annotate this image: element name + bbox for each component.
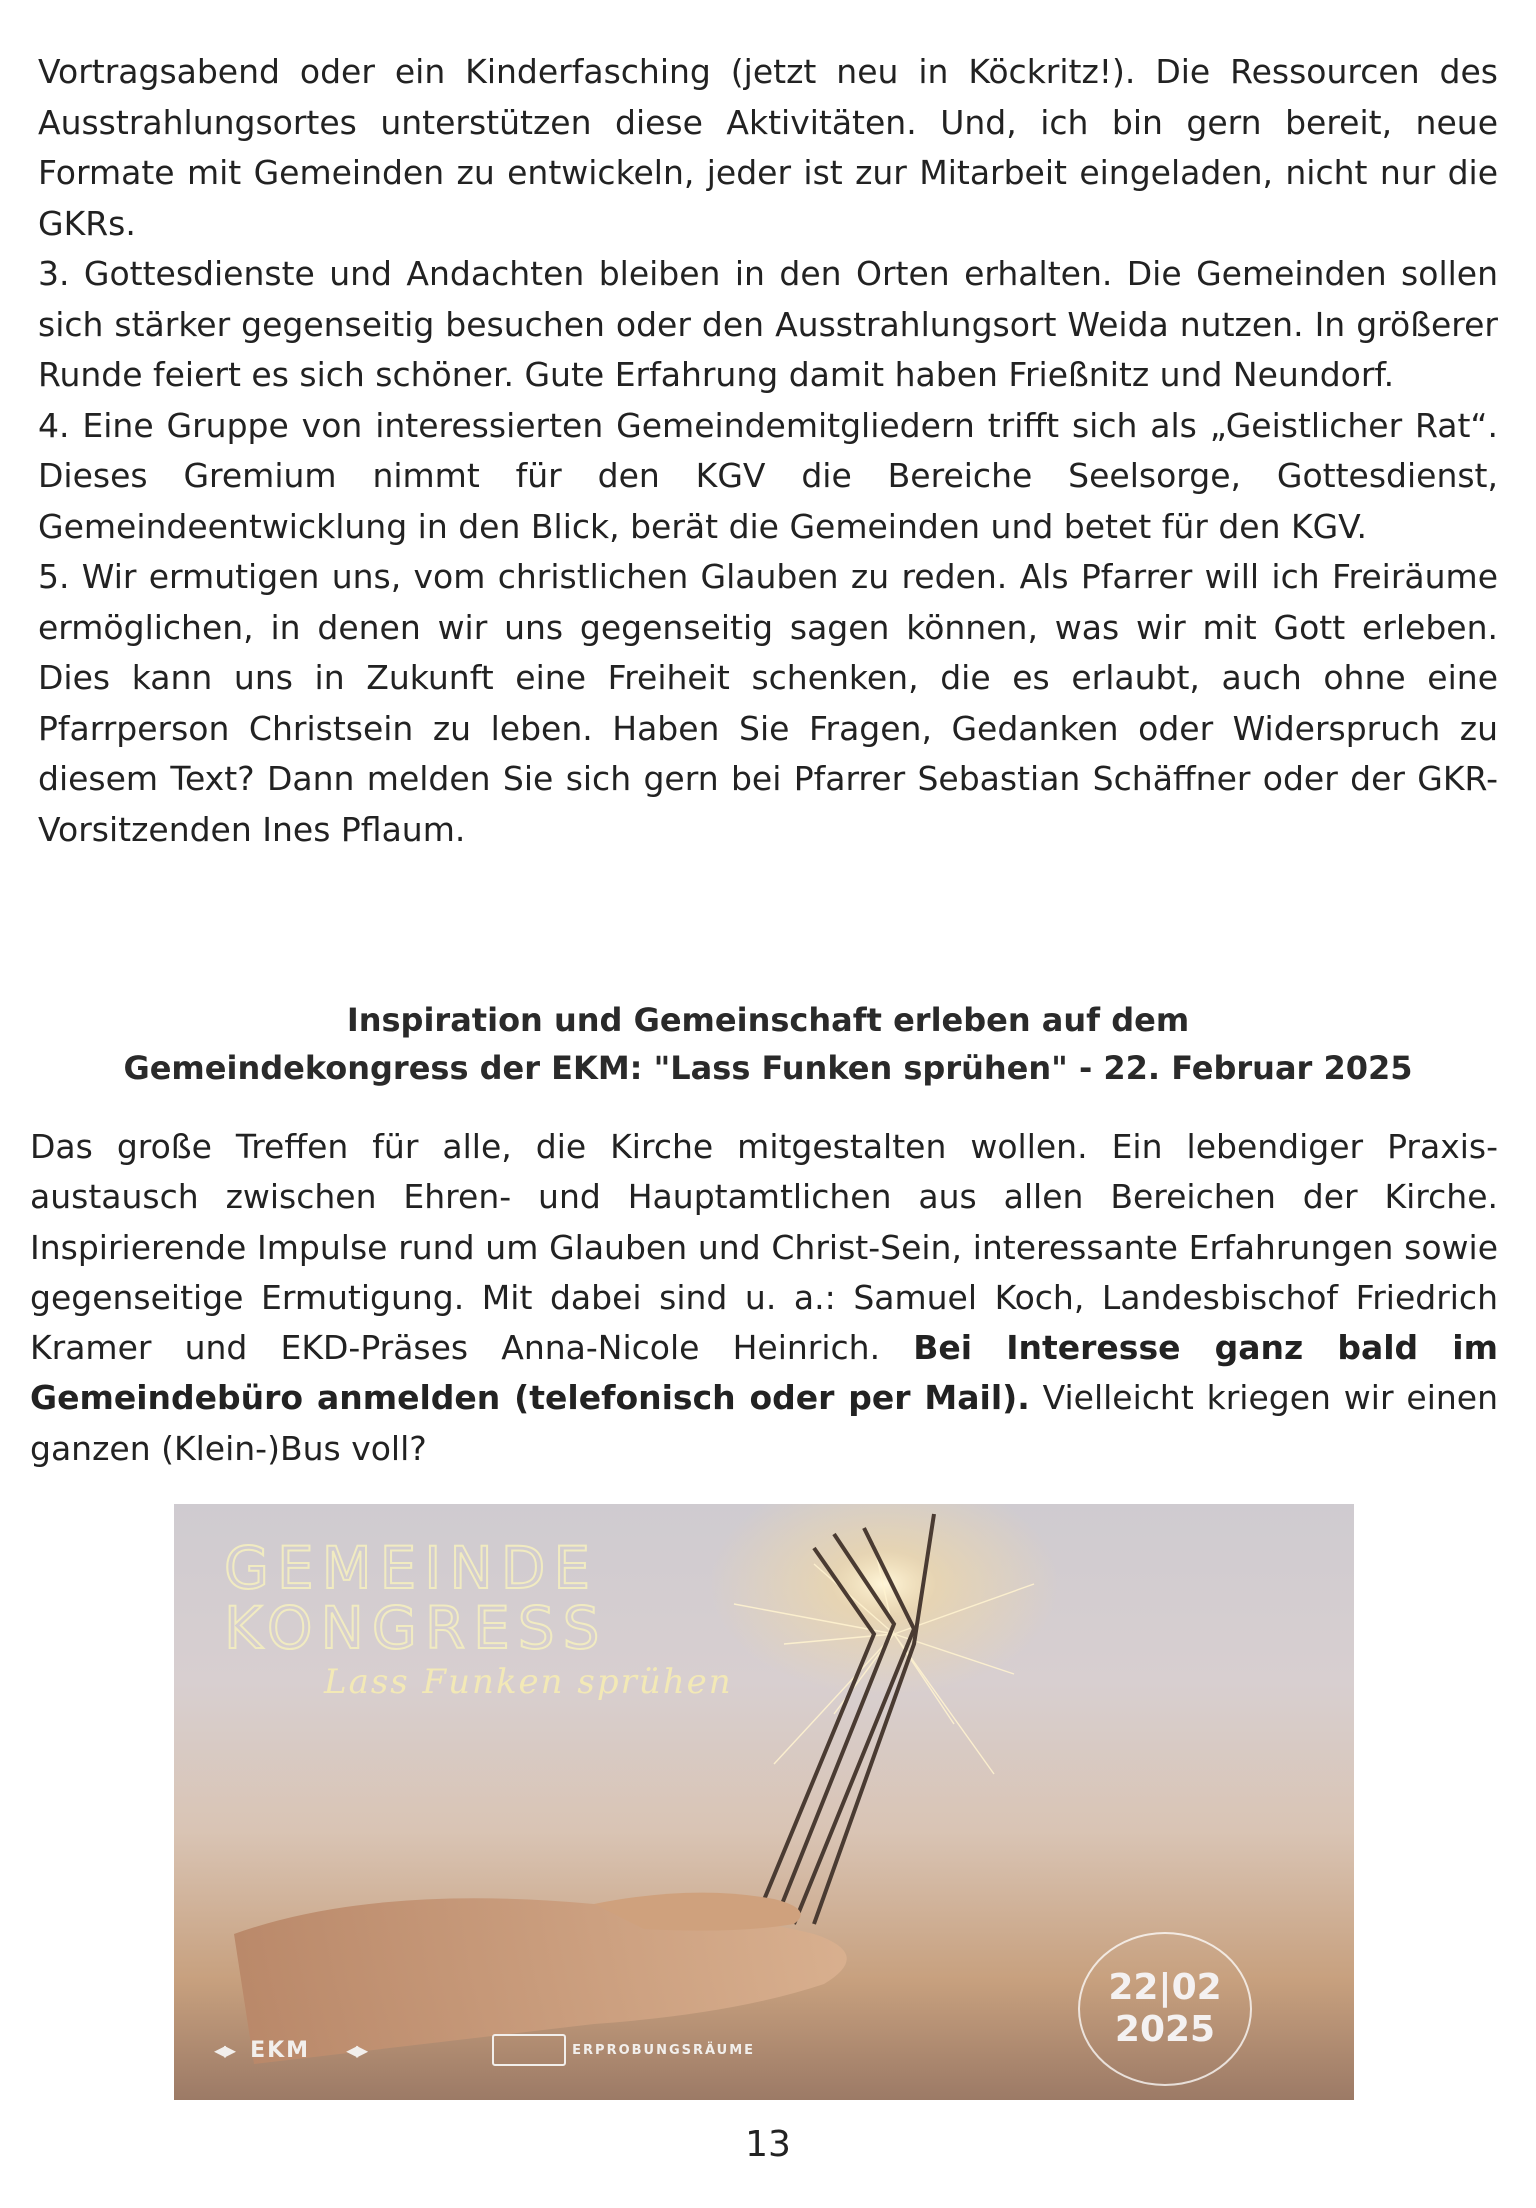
article-bold-callout: Bei Interesse ganz bald im Gemeindebüro anmelden (telefonisch oder per Mail). xyxy=(30,1328,1499,1418)
article-paragraph xyxy=(30,1122,1498,1474)
poster-logos xyxy=(214,2030,755,2070)
erprobungsraeume-logo-icon xyxy=(492,2034,566,2066)
ekm-logo-icon: ◂▸ xyxy=(214,2036,235,2064)
article-body xyxy=(30,1122,1498,1474)
poster-date-line-2: 2025 xyxy=(1114,2009,1216,2050)
poster-title-line-2: KONGRESS xyxy=(224,1594,608,1662)
paragraph-point-3: 3. Gottesdienste und Andachten bleiben in den Orten erhalten. Die Gemeinden sollen sich stärker gegenseitig besuchen oder den Ausstrahlungsort Weida nutzen. In größerer Runde feiert es sich schöner. Gute Erfahrung damit haben Frießnitz und Neundorf. xyxy=(38,254,1498,394)
paragraph-point-5: 5. Wir ermutigen uns, vom christlichen Glauben zu reden. Als Pfarrer will ich Freiräume ermöglichen, in denen wir uns gegenseitig sagen können, was wir mit Gott erleben. Dies kann uns in Zukunft eine Freiheit schenken, die es erlaubt, auch ohne eine Pfarrperson Christsein zu leben. Haben Sie Fragen, Gedanken oder Widerspruch zu diesem Text? Dann melden Sie sich gern bei Pfarrer Sebastian Schäffner oder der GKR-Vorsitzenden Ines Pflaum. xyxy=(38,557,1498,849)
article-closing-text: Vielleicht kriegen wir einen ganzen (Klein-)Bus voll? xyxy=(30,1378,1498,1468)
article-heading-line-1: Inspiration und Gemeinschaft erleben auf dem xyxy=(346,1001,1190,1039)
ekm-logo-text: EKM xyxy=(250,2037,311,2063)
page-number: 13 xyxy=(745,2124,791,2165)
poster-date-line-1: 22|02 xyxy=(1108,1967,1222,2008)
erprobungsraeume-logo-text: ERPROBUNGSRÄUME xyxy=(572,2042,756,2058)
erprobungsraeume-logo xyxy=(492,2034,755,2066)
poster-date-badge xyxy=(1078,1932,1252,2086)
article-body-text: Das große Treffen für alle, die Kirche mitgestalten wollen. Ein lebendiger Praxis-austausch zwischen Ehren- und Hauptamtlichen aus allen Bereichen der Kirche. Inspirierende Impulse rund um Glauben und Christ-Sein, interessante Erfahrungen sowie gegenseitige Ermutigung. Mit dabei sind u. a.: Samuel Koch, Landesbischof Friedrich Kramer und EKD-Präses Anna-Nicole Heinrich. xyxy=(30,1127,1498,1368)
gemeindekongress-poster-image xyxy=(174,1504,1354,2100)
secondary-logo-icon: ◂▸ xyxy=(346,2036,367,2064)
article-heading-line-2: Gemeindekongress der EKM: "Lass Funken sprühen" - 22. Februar 2025 xyxy=(123,1049,1413,1087)
poster-title xyxy=(224,1534,608,1662)
poster-subtitle: Lass Funken sprühen xyxy=(324,1662,733,1702)
article-heading xyxy=(38,996,1498,1092)
paragraph-intro-continuation: Vortragsabend oder ein Kinderfasching (jetzt neu in Köckritz!). Die Ressourcen des Ausstrahlungsortes unterstützen diese Aktivitäten. Und, ich bin gern bereit, neue Formate mit Gemeinden zu entwickeln, jeder ist zur Mitarbeit eingeladen, nicht nur die GKRs. xyxy=(38,52,1498,243)
paragraph-point-4: 4. Eine Gruppe von interessierten Gemeindemitgliedern trifft sich als „Geistlicher Rat“. Dieses Gremium nimmt für den KGV die Bereiche Seelsorge, Gottesdienst, Gemeindeentwicklung in den Blick, berät die Gemeinden und betet für den KGV. xyxy=(38,405,1498,546)
poster-title-line-1: GEMEINDE xyxy=(224,1534,599,1602)
continuation-text xyxy=(38,47,1498,855)
